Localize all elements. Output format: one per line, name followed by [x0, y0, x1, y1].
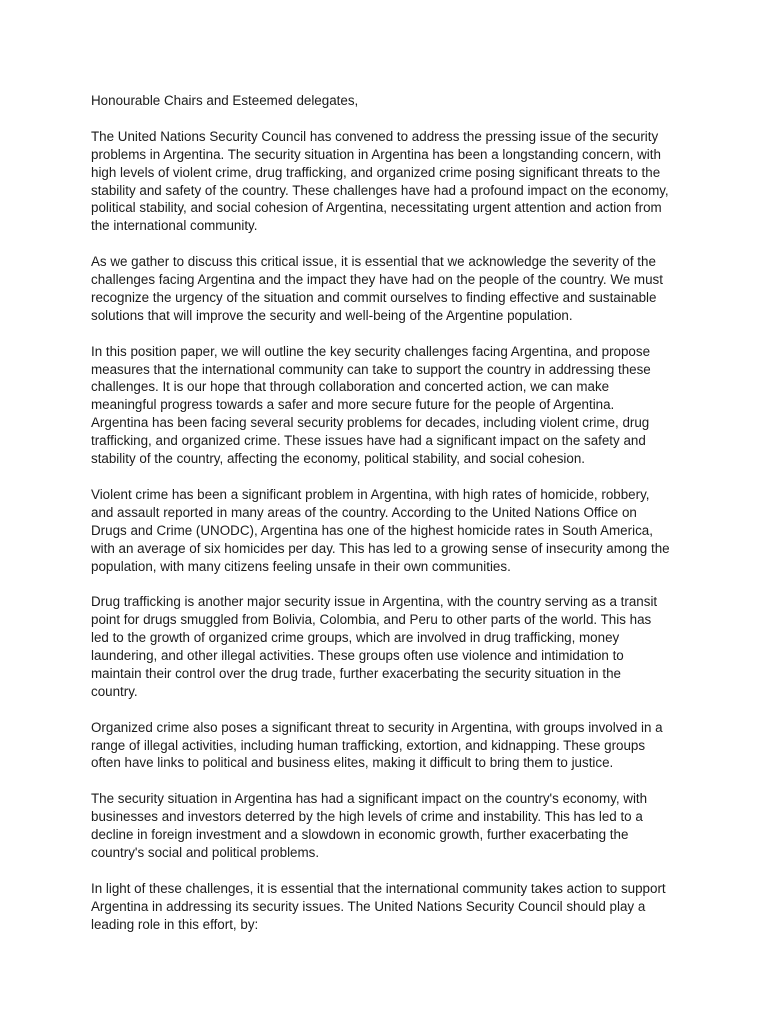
paragraph-violent-crime: Violent crime has been a significant problem in Argentina, with high rates of homicide, robbery, and assault reported in many areas of the country. According to the United Nations Office on Drugs and Crime (UNODC), Argentina has one of the highest homicide rates in South America, with an average of six homicides per day. This has led to a growing sense of insecurity among the population, with many citizens feeling unsafe in their own communities.	[91, 486, 670, 574]
document-body	[91, 92, 671, 951]
salutation: Honourable Chairs and Esteemed delegates,	[91, 93, 359, 108]
paragraph-overview: Argentina has been facing several security problems for decades, including violent crime, drug trafficking, and organized crime. These issues have had a significant impact on the safety and stability of the country, affecting the economy, political stability, and social cohesion.	[91, 415, 650, 467]
paragraph-economy: The security situation in Argentina has had a significant impact on the country's economy, with businesses and investors deterred by the high levels of crime and instability. This has led to a decline in foreign investment and a slowdown in economic growth, further exacerbating the country's social and political problems.	[91, 791, 648, 860]
paragraph-position-paper: In this position paper, we will outline the key security challenges facing Argentina, and propose measures that the international community can take to support the country in addressing these challenges. It is our hope that through collaboration and concerted action, we can make meaningful progress towards a safer and more secure future for the people of Argentina.	[91, 343, 651, 413]
paragraph-gather: As we gather to discuss this critical issue, it is essential that we acknowledge the severity of the challenges facing Argentina and the impact they have had on the people of the country. We must recognize the urgency of the situation and commit ourselves to finding effective and sustainable solutions that will improve the security and well-being of the Argentine population.	[91, 254, 663, 323]
paragraph-organized-crime: Organized crime also poses a significant threat to security in Argentina, with groups involved in a range of illegal activities, including human trafficking, extortion, and kidnapping. These groups often have links to political and business elites, making it difficult to bring them to justice.	[91, 719, 663, 771]
paragraph-intro: The United Nations Security Council has convened to address the pressing issue of the security problems in Argentina. The security situation in Argentina has been a longstanding concern, with high levels of violent crime, drug trafficking, and organized crime posing significant threats to the stability and safety of the country. These challenges have had a profound impact on the economy, political stability, and social cohesion of Argentina, necessitating urgent attention and action from the international community.	[91, 128, 669, 234]
paragraph-drug-trafficking: Drug trafficking is another major security issue in Argentina, with the country serving as a transit point for drugs smuggled from Bolivia, Colombia, and Peru to other parts of the world. This has led to the growth of organized crime groups, which are involved in drug trafficking, money laundering, and other illegal activities. These groups often use violence and intimidation to maintain their control over the drug trade, further exacerbating the security situation in the country.	[91, 594, 658, 699]
paragraph-action: In light of these challenges, it is essential that the international community takes action to support Argentina in addressing its security issues. The United Nations Security Council should play a leading role in this effort, by:	[91, 880, 666, 932]
